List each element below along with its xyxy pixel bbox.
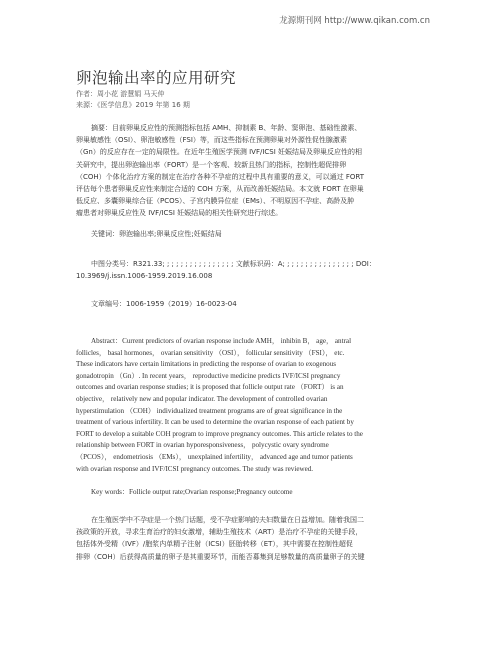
body-line: 包括体外受精（IVF）/胞浆内单精子注射（ICSI）胚胎转移（ET），其中需要在控制性超促 — [76, 540, 353, 549]
body-line: 孩政策的开放，寻求生育治疗的妇女激增，辅助生殖技术（ART）是治疗不孕症的关键手段， — [76, 528, 363, 537]
keywords-en-text: Key words：Follicle output rate;Ovarian response;Pregnancy outcome — [91, 488, 293, 496]
abstract-en — [76, 336, 428, 475]
abstract-cn-line: 评估每个患者卵巢反应性来制定合适的 COH 方案，从而改善妊娠结局。本文就 FORT 在卵巢 — [76, 185, 364, 194]
classification-line: 中图分类号：R321.33; ; ; ; ; ; ; ; ; ; ; ; ; ; ; ; 文献标识码：A; ; ; ; ; ; ; ; ; ; ; ; ; ; ; ; DOI： — [91, 260, 376, 268]
abstract-en-line: gonadotropin （Gn）. In recent years， reproductive medicine predicts IVF/ICSI pregnancy — [76, 371, 341, 380]
source: 来源：《医学信息》2019 年第 16 期 — [76, 101, 190, 109]
keywords-en — [76, 487, 428, 499]
abstract-cn-line: 卵巢敏感性（OSI）、卵泡敏感性（FSI）等，而这些指标在预测卵巢对外源性促性腺激素 — [76, 136, 347, 145]
authors: 作者：周小花 游慧娟 马天仲 — [76, 90, 165, 98]
abstract-en-line: （PCOS）， endometriosis （EMs）， unexplained infertility， advanced age and tumor patients — [76, 452, 353, 461]
abstract-en-line: hyperstimulation （COH） individualized treatment programs are of great significance in the — [76, 406, 343, 415]
abstract-cn-line: （Gn）的反应存在一定的局限性。在近年生殖医学预测 IVF/ICSI 妊娠结局及卵巢反应性的相 — [76, 148, 363, 157]
abstract-en-line: FORT to develop a suitable COH program to improve pregnancy outcomes. This article relates to the — [76, 429, 363, 438]
abstract-en-line: follicles， basal hormones， ovarian sensitivity （OSI）， follicular sensitivity （FSI）， etc. — [76, 348, 345, 357]
abstract-en-line: outcomes and ovarian response studies; it is proposed that follicle output rate （FORT） is an — [76, 383, 344, 392]
abstract-cn-line: 关研究中，提出卵泡输出率（FORT）是一个客观、较新且热门的指标，控制性超促排卵 — [76, 160, 347, 169]
doi: 10.3969/j.issn.1006-1959.2019.16.008 — [76, 272, 213, 281]
abstract-cn — [76, 122, 428, 220]
page-title: 卵泡输出率的应用研究 — [76, 69, 237, 87]
article-number — [76, 298, 428, 310]
body-line: 排卵（COH）后获得高质量的卵子是其重要环节，而能否募集到足够数量的高质量卵子的关键 — [76, 552, 365, 561]
site-header: 龙源期刊网 http://www.qikan.com.cn — [279, 16, 430, 26]
abstract-en-line: Abstract：Current predictors of ovarian response include AMH， inhibin B， age， antral — [91, 337, 352, 345]
abstract-cn-line: 瘤患者对卵巢反应性及 IVF/ICSI 妊娠结局的相关性研究进行综述。 — [76, 209, 283, 218]
abstract-en-line: These indicators have certain limitations in predicting the response of ovarian to exogenous — [76, 360, 337, 369]
abstract-en-line: relationship between FORT in ovarian hyporesponsiveness， polycystic ovary syndrome — [76, 441, 329, 450]
abstract-en-line: treatment of various infertility. It can be used to determine the ovarian response of each patient by — [76, 418, 354, 427]
keywords-cn-text: 关键词：卵泡输出率;卵巢反应性;妊娠结局 — [91, 230, 222, 238]
article-number-text: 文章编号：1006-1959（2019）16-0023-04 — [91, 300, 237, 308]
body-line: 在生殖医学中不孕症是一个热门话题，受不孕症影响的夫妇数量在日益增加。随着我国二 — [91, 516, 364, 524]
abstract-en-line: with ovarian response and IVF/ICSI pregnancy outcomes. The study was reviewed. — [76, 464, 314, 473]
abstract-cn-line: 低反应、多囊卵巢综合征（PCOS）、子宫内膜异位症（EMs）、不明原因不孕症、高龄及肿 — [76, 197, 355, 206]
keywords-cn — [76, 228, 428, 240]
body-text — [76, 514, 428, 563]
classification — [76, 258, 428, 282]
abstract-cn-line: 摘要：目前卵巢反应性的预测指标包括 AMH、抑制素 B、年龄、窦卵泡、基础性激素、 — [91, 124, 362, 132]
abstract-cn-line: （COH）个体化治疗方案的制定在治疗各种不孕症的过程中具有重要的意义，可以通过 FORT — [76, 172, 365, 181]
abstract-en-line: objective， relatively new and popular indicator. The development of controlled ovarian — [76, 394, 328, 403]
